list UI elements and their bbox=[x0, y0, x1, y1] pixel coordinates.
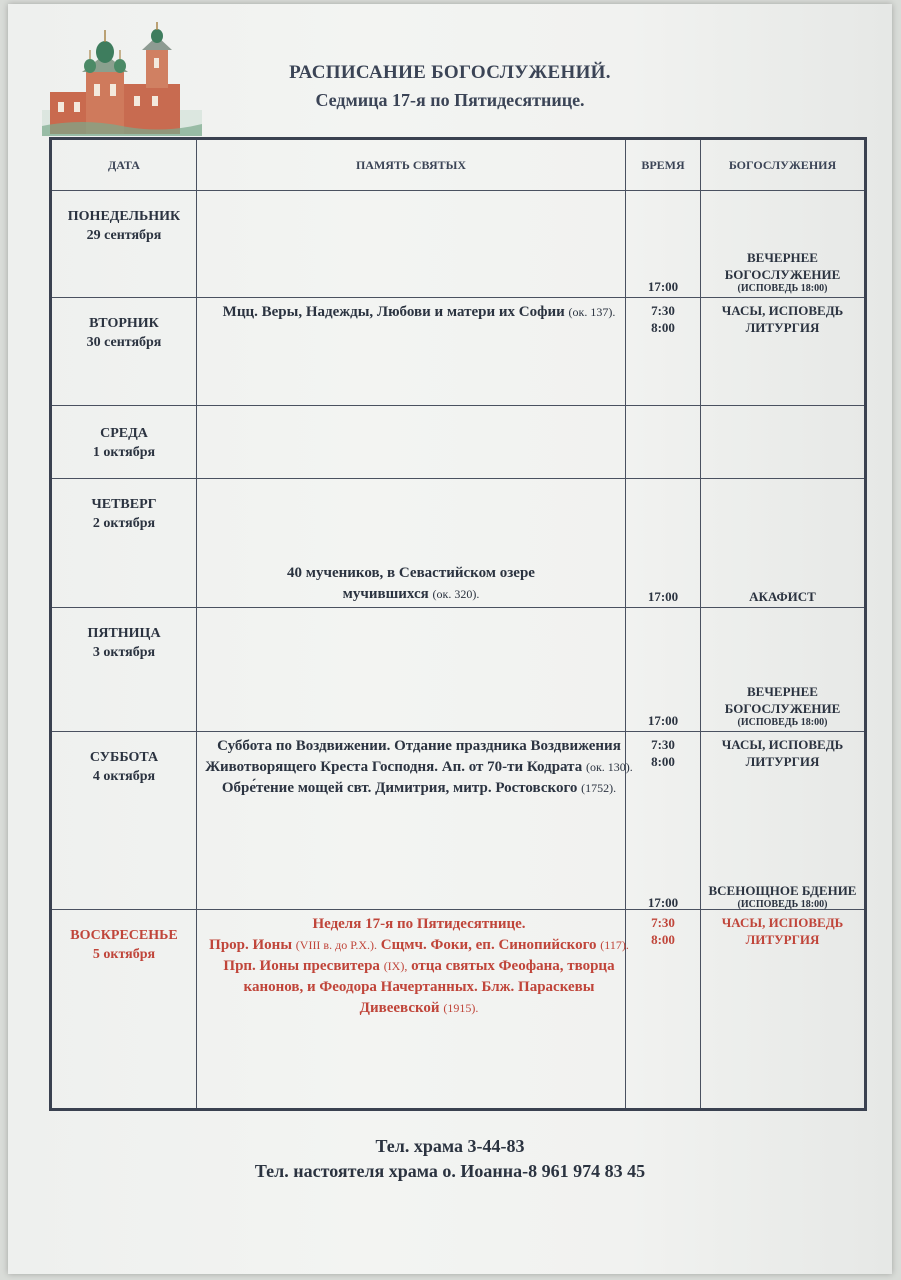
table-row bbox=[51, 191, 866, 298]
time-cell bbox=[626, 608, 700, 731]
time-value: 8:00 bbox=[651, 754, 675, 769]
time-value: 7:30 bbox=[651, 915, 675, 930]
calendar-date: 1 октября bbox=[92, 445, 156, 460]
date-cell bbox=[52, 298, 196, 421]
church-watercolor-icon bbox=[42, 22, 202, 136]
calendar-date: 29 сентября bbox=[86, 228, 162, 243]
time-cell bbox=[626, 298, 700, 409]
time-value: 7:30 bbox=[651, 303, 675, 318]
church-phone: Тел. храма 3-44-83 bbox=[375, 1136, 525, 1156]
time-value: 17:00 bbox=[647, 713, 679, 728]
table-row bbox=[51, 608, 866, 732]
weekday: ВОСКРЕСЕНЬЕ bbox=[70, 928, 178, 943]
date-cell bbox=[52, 910, 196, 1124]
service-name: АКАФИСТ bbox=[749, 589, 816, 604]
service-name: ВЕЧЕРНЕЕ БОГОСЛУЖЕНИЕ bbox=[724, 250, 841, 282]
service-name: ВСЕНОЩНОЕ БДЕНИЕ bbox=[708, 883, 857, 898]
saints-text: Суббота по Воздвижении. Отдание праздника Воздвижения Животворящего Креста Господня. Ап. от 70-ти Кодрата bbox=[205, 738, 621, 775]
saints-text: Сщмч. Фоки, еп. Синопийского bbox=[380, 937, 597, 953]
saints-note: (ок. 320). bbox=[432, 587, 480, 601]
services-cell bbox=[701, 298, 864, 409]
service-name: ЛИТУРГИЯ bbox=[745, 754, 820, 769]
time-cell bbox=[626, 406, 700, 478]
services-cell bbox=[701, 732, 864, 913]
saints-cell bbox=[197, 298, 641, 409]
services-cell bbox=[701, 191, 864, 297]
saints-text: Прор. Ионы bbox=[209, 937, 293, 953]
table-row bbox=[51, 298, 866, 406]
time-cell bbox=[626, 191, 700, 297]
time-value: 8:00 bbox=[651, 932, 675, 947]
saints-text: мучившихся bbox=[342, 586, 429, 602]
service-name: ЛИТУРГИЯ bbox=[745, 320, 820, 335]
feast-heading: Неделя 17-я по Пятидесятнице. bbox=[312, 916, 526, 932]
saints-cell bbox=[197, 191, 625, 297]
calendar-date: 4 октября bbox=[92, 769, 156, 784]
saints-cell bbox=[197, 608, 625, 731]
saints-text: Прп. Ионы пресвитера bbox=[223, 958, 380, 974]
contact-footer bbox=[150, 1134, 750, 1184]
service-name: ВЕЧЕРНЕЕ БОГОСЛУЖЕНИЕ bbox=[724, 684, 841, 716]
schedule-table bbox=[49, 137, 867, 1111]
table-row bbox=[51, 479, 866, 608]
saints-cell bbox=[197, 910, 641, 1112]
weekday: ПЯТНИЦА bbox=[87, 626, 161, 641]
time-cell bbox=[626, 732, 700, 913]
weekday: СУББОТА bbox=[89, 750, 159, 765]
saints-note: (IX), bbox=[383, 959, 408, 973]
time-value: 8:00 bbox=[651, 320, 675, 335]
saints-note: (117). bbox=[600, 938, 629, 952]
table-row bbox=[51, 910, 866, 1110]
saints-note: (1752). bbox=[581, 781, 617, 795]
calendar-date: 3 октября bbox=[92, 645, 156, 660]
saints-text: 40 мучеников, в Севастийском озере bbox=[287, 565, 535, 581]
weekday: ВТОРНИК bbox=[89, 316, 159, 331]
table-header-row bbox=[51, 139, 866, 191]
service-note: (ИСПОВЕДЬ 18:00) bbox=[737, 717, 828, 728]
date-cell bbox=[52, 479, 196, 623]
table-row bbox=[51, 406, 866, 479]
services-cell bbox=[701, 608, 864, 731]
saints-text: Мцц. Веры, Надежды, Любови и матери их Софии bbox=[222, 304, 565, 320]
date-cell bbox=[52, 732, 196, 925]
column-header-services: БОГОСЛУЖЕНИЯ bbox=[701, 139, 866, 191]
service-note: (ИСПОВЕДЬ 18:00) bbox=[737, 899, 828, 910]
saints-cell bbox=[197, 406, 625, 478]
rector-phone: Тел. настоятеля храма о. Иоанна-8 961 974 83 45 bbox=[254, 1161, 646, 1181]
services-cell bbox=[701, 910, 864, 1112]
saints-note: (VIII в. до Р.Х.). bbox=[295, 938, 378, 952]
saints-cell bbox=[197, 479, 625, 607]
services-cell bbox=[701, 479, 864, 607]
service-name: ЧАСЫ, ИСПОВЕДЬ bbox=[721, 915, 844, 930]
time-cell bbox=[626, 479, 700, 607]
services-cell bbox=[701, 406, 864, 478]
calendar-date: 2 октября bbox=[92, 516, 156, 531]
date-cell bbox=[52, 191, 196, 313]
weekday: ПОНЕДЕЛЬНИК bbox=[67, 209, 181, 224]
saints-note: (ок. 137). bbox=[568, 305, 616, 319]
column-header-time: ВРЕМЯ bbox=[626, 139, 701, 191]
calendar-date: 5 октября bbox=[92, 947, 156, 962]
time-value: 17:00 bbox=[647, 279, 679, 294]
date-cell bbox=[52, 608, 196, 747]
saints-text: отца святых Феофана, творца канонов, и Феодора Начертанных. Блж. Параскевы Дивеевской bbox=[243, 958, 615, 1016]
page-title: РАСПИСАНИЕ БОГОСЛУЖЕНИЙ. bbox=[289, 62, 611, 83]
time-value: 17:00 bbox=[647, 895, 679, 910]
saints-note: (ок. 130). bbox=[585, 760, 633, 774]
page-header bbox=[210, 62, 690, 111]
service-name: ЛИТУРГИЯ bbox=[745, 932, 820, 947]
service-name: ЧАСЫ, ИСПОВЕДЬ bbox=[721, 303, 844, 318]
column-header-saints: ПАМЯТЬ СВЯТЫХ bbox=[197, 139, 626, 191]
service-name: ЧАСЫ, ИСПОВЕДЬ bbox=[721, 737, 844, 752]
time-value: 17:00 bbox=[647, 589, 679, 604]
page-subtitle: Седмица 17-я по Пятидесятнице. bbox=[315, 90, 585, 110]
saints-note: (1915). bbox=[443, 1001, 479, 1015]
time-value: 7:30 bbox=[651, 737, 675, 752]
column-header-date: ДАТА bbox=[51, 139, 197, 191]
table-row bbox=[51, 732, 866, 910]
weekday: ЧЕТВЕРГ bbox=[91, 497, 157, 512]
saints-cell bbox=[197, 732, 641, 913]
weekday: СРЕДА bbox=[100, 426, 148, 441]
time-cell bbox=[626, 910, 700, 1112]
calendar-date: 30 сентября bbox=[86, 335, 162, 350]
service-note: (ИСПОВЕДЬ 18:00) bbox=[737, 283, 828, 294]
saints-text: Обре́тение мощей свт. Димитрия, митр. Ростовского bbox=[221, 780, 578, 796]
